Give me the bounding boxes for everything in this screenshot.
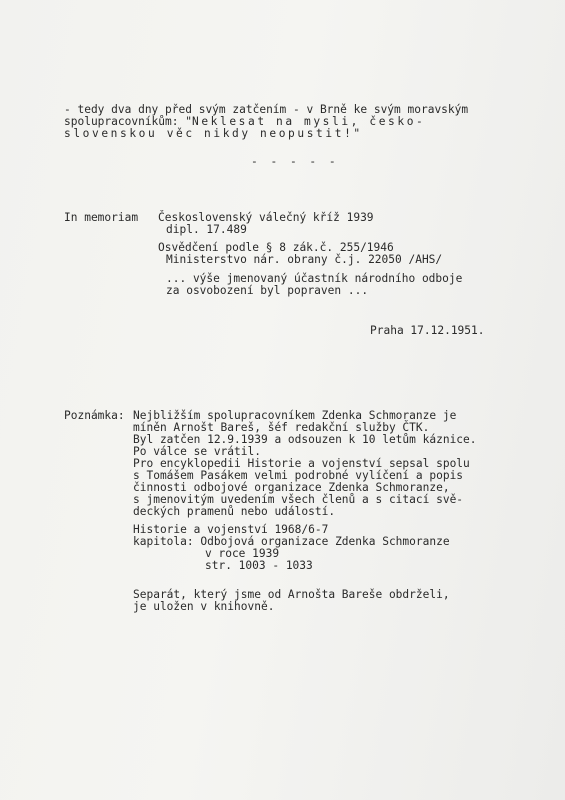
memoriam-decoration: Československý válečný kříž 1939 [158,211,374,224]
note-line: Byl zatčen 12.9.1939 a odsouzen k 10 letům káznice. [133,433,477,446]
quote-line-2-spaced: Neklesat na mysli, česko- [191,115,426,128]
note-line: činnosti odbojové organizace Zdenka Schmoranze, [133,481,450,494]
reference-source: Historie a vojenství 1968/6-7 [133,523,329,536]
note-line: Pro encyklopedii Historie a vojenství sepsal spolu [133,457,470,470]
note-line: Nejbližším spolupracovníkem Zdenka Schmoranze je [133,409,457,422]
note-label: Poznámka: [64,409,125,422]
memoriam-certificate: Osvědčení podle § 8 zák.č. 255/1946 [158,241,394,254]
memoriam-statement-1: ... výše jmenovaný účastník národního odboje [166,272,463,285]
memoriam-label: In memoriam [64,211,139,224]
memoriam-ministry: Ministerstvo nár. obrany č.j. 22050 /AHS/ [166,253,443,266]
quote-line-2-lead: spolupracovníkům: " [64,115,192,128]
reference-pages: str. 1003 - 1033 [205,559,313,572]
final-note-2: je uložen v knihovně. [133,600,275,613]
note-line: míněn Arnošt Bareš, šéf redakční služby ČTK. [133,421,430,434]
final-note-1: Separát, který jsme od Arnošta Bareše obdrželi, [133,588,450,601]
quote-line-3: slovenskou věc nikdy neopustit!" [64,127,363,140]
place-date: Praha 17.12.1951. [370,324,485,337]
quote-line-1: - tedy dva dny před svým zatčením - v Brně ke svým moravským [64,103,469,116]
memoriam-diploma: dipl. 17.489 [166,223,247,236]
note-line: Po válce se vrátil. [133,445,261,458]
note-line: s jmenovitým uvedením všech členů a s citací svě- [133,493,464,506]
memoriam-statement-2: za osvobození byl popraven ... [166,284,369,297]
note-line: s Tomášem Pasákem velmi podrobné vylíčení a popis [133,469,464,482]
section-divider: - - - - - [251,155,339,168]
note-line: deckých pramenů nebo událostí. [133,505,336,518]
reference-chapter: kapitola: Odbojová organizace Zdenka Schmoranze [133,535,450,548]
reference-year: v roce 1939 [205,547,280,560]
